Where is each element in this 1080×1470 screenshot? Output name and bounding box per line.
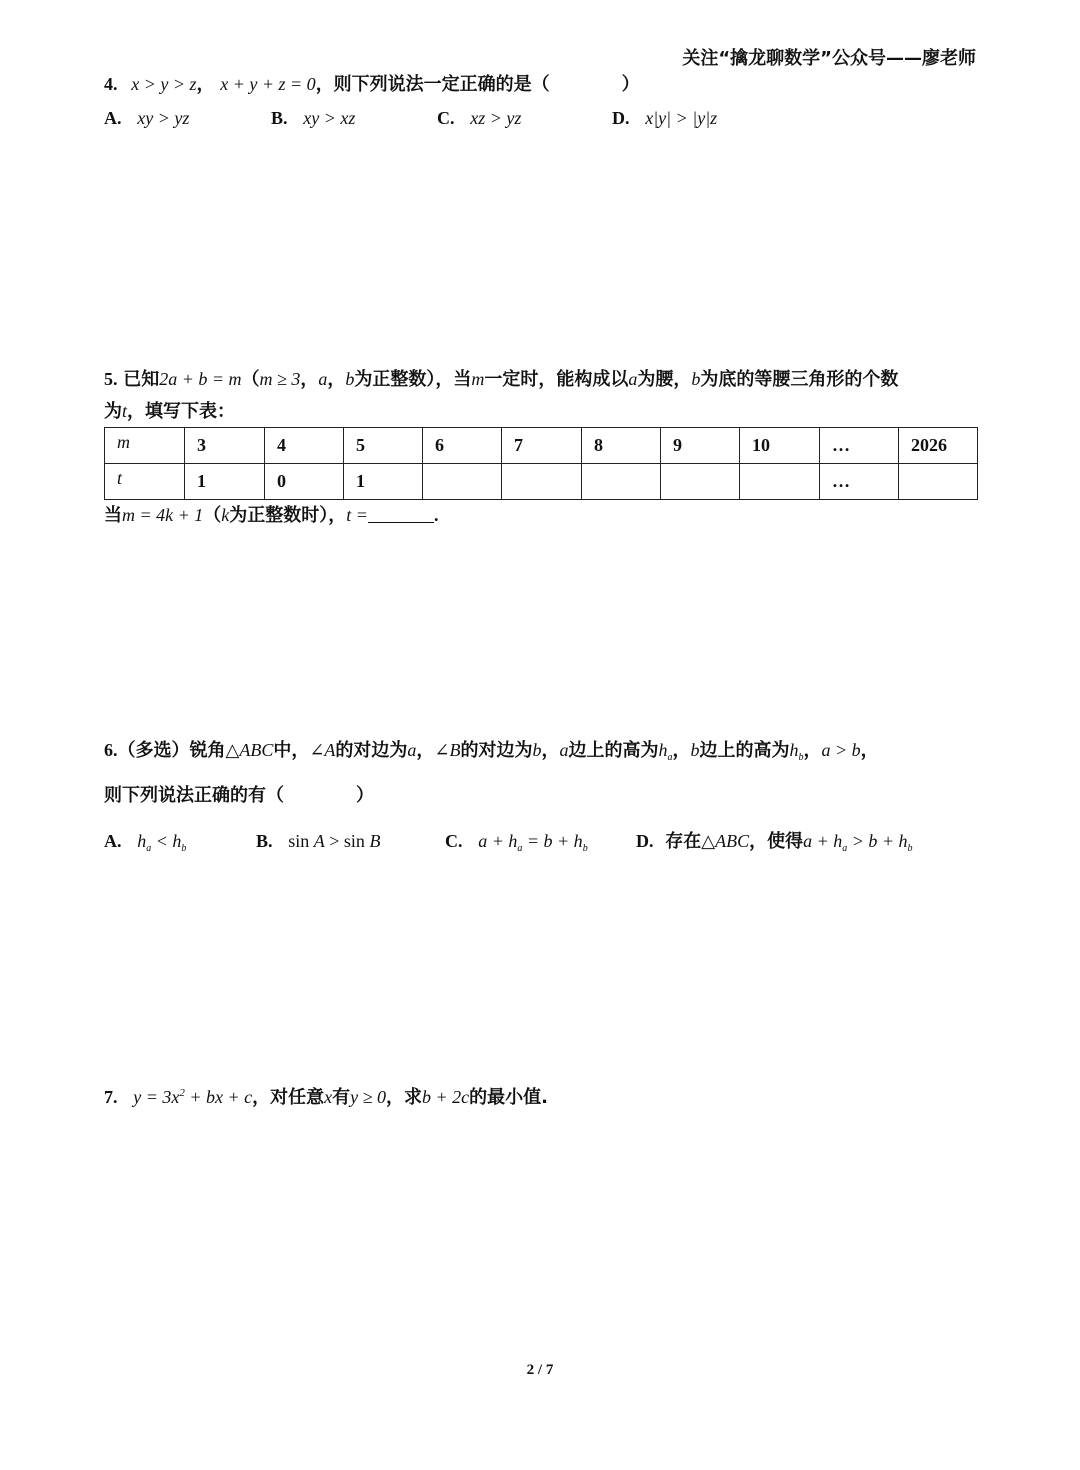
table-cell: 4 [265,428,344,464]
q6-option-a[interactable]: A. $h_a < h_b$ [104,831,187,854]
table-cell-input[interactable] [423,464,502,500]
table-cell: … [820,464,899,500]
q4-option-d[interactable]: D. x|y| > |y|z [612,108,718,128]
q4-number: 4. [104,74,118,94]
table-cell-input[interactable] [740,464,820,500]
table-cell: 6 [423,428,502,464]
table-cell: 8 [582,428,661,464]
table-cell: t [105,464,185,500]
table-cell: 0 [265,464,344,500]
q5-stem-line2: 为t，填写下表： [104,401,236,422]
q5-table [104,427,978,500]
table-cell: 3 [185,428,265,464]
q4-option-c[interactable]: C. xz > yz [437,108,522,128]
answer-blank[interactable] [368,504,434,523]
q5-stem-line1: 5. 已知2a + b = m（m ≥ 3，a，b为正整数），当m一定时，能构成以a为腰，b为底的等腰三角形的个数 [104,369,899,390]
table-cell: … [820,428,899,464]
table-cell: m [105,428,185,464]
q6-option-b[interactable]: B. sin A > sin B [256,831,381,851]
table-cell-input[interactable] [661,464,740,500]
table-cell-input[interactable] [582,464,661,500]
table-cell: 7 [502,428,582,464]
page-header: 关注“擒龙聊数学”公众号——廖老师 [682,48,976,69]
table-cell-input[interactable] [899,464,978,500]
q7-number: 7. [104,1087,118,1107]
table-cell: 2026 [899,428,978,464]
table-cell: 1 [344,464,423,500]
q5-followup: 当m = 4k + 1（k为正整数时），t = . [104,505,439,526]
table-row [105,428,978,464]
table-row [105,464,978,500]
table-cell: 9 [661,428,740,464]
q4-stem: 4. x > y > z， x + y + z = 0，则下列说法一定正确的是（ ） [104,74,640,95]
table-cell-input[interactable] [502,464,582,500]
q6-number: 6. [104,740,118,760]
table-cell: 1 [185,464,265,500]
q4-option-b[interactable]: B. xy > xz [271,108,356,128]
q6-option-c[interactable]: C. $a + h_a = b + h_b$ [445,831,588,854]
table-cell: 5 [344,428,423,464]
q6-option-d[interactable]: D. 存在△ABC，使得$a + h_a > b + h_b$ [636,831,913,854]
table-cell: 10 [740,428,820,464]
q6-stem-line1: 6.（多选）锐角△ABC中，∠A的对边为a，∠B的对边为b，a边上的高为$h_a$，b边上的高为$h_b$，a > b， [104,740,879,763]
q5-number: 5. [104,369,118,389]
q6-stem-line2: 则下列说法正确的有（ ） [104,785,374,806]
q7-stem: 7. $y = 3x^2$ + bx + c，对任意x有y ≥ 0，求b + 2c的最小值. [104,1087,548,1108]
q4-option-a[interactable]: A. xy > yz [104,108,190,128]
page-number: 2 / 7 [526,1362,554,1378]
